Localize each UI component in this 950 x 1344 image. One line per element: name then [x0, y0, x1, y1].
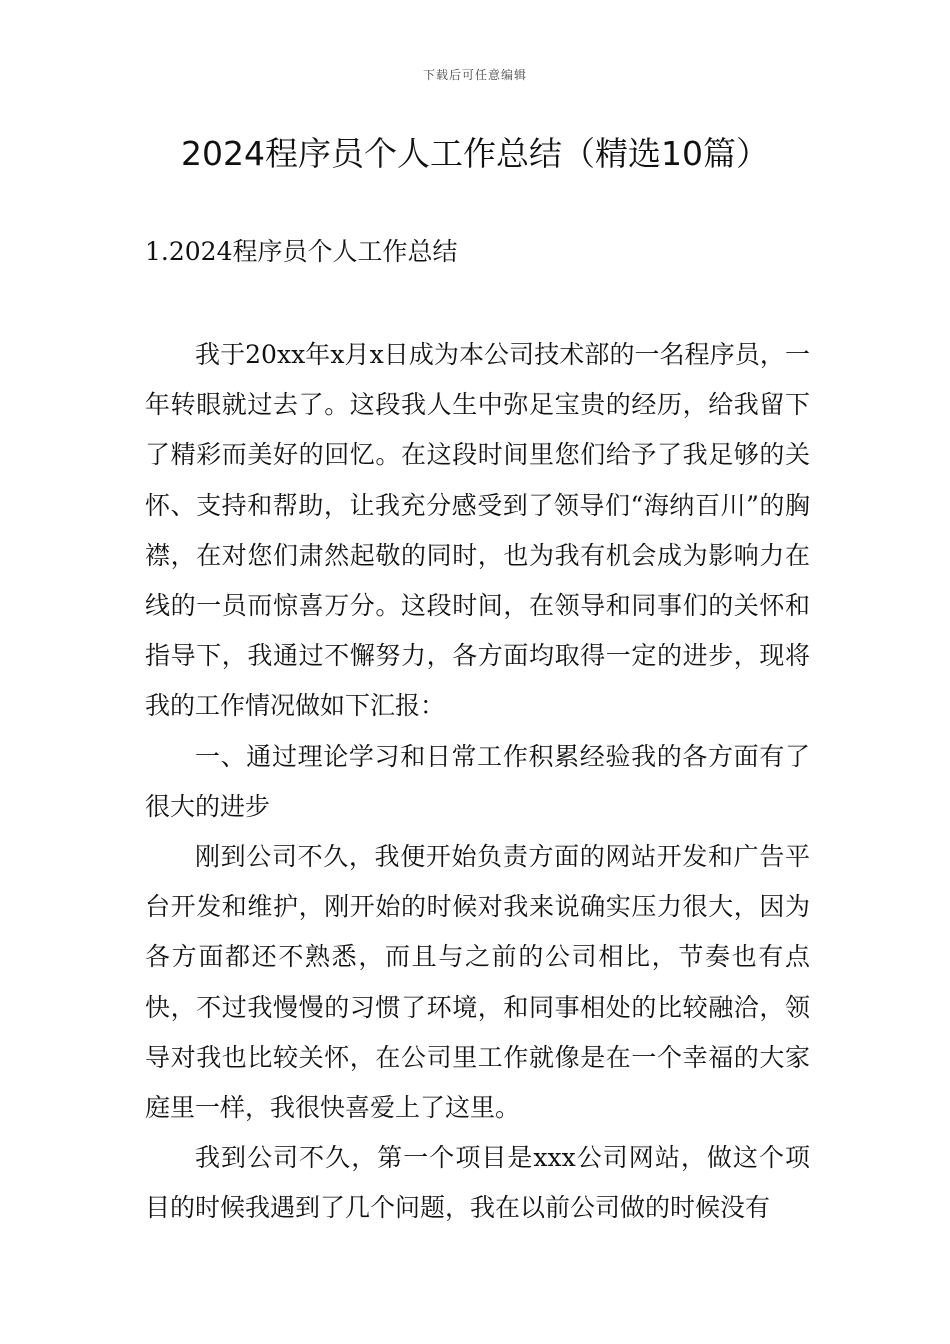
paragraph: 一、通过理论学习和日常工作积累经验我的各方面有了很大的进步 — [145, 741, 810, 821]
paragraph: 我于20xx年x月x日成为本公司技术部的一名程序员，一年转眼就过去了。这段我人生中弥足宝贵的经历，给我留下了精彩而美好的回忆。在这段时间里您们给予了我足够的关怀、支持和帮助，让我充分感受到了领导们“海纳百川”的胸襟，在对您们肃然起敬的同时，也为我有机会成为影响力在线的一员而惊喜万分。这段时间，在领导和同事们的关怀和指导下，我通过不懈努力，各方面均取得一定的进步，现将我的工作情况做如下汇报： — [145, 340, 810, 721]
header-note: 下载后可任意编辑 — [422, 68, 527, 82]
section-heading: 1.2024程序员个人工作总结 — [145, 237, 458, 266]
document-title: 2024程序员个人工作总结（精选10篇） — [181, 134, 769, 173]
paragraph: 刚到公司不久，我便开始负责方面的网站开发和广告平台开发和维护，刚开始的时候对我来说确实压力很大，因为各方面都还不熟悉，而且与之前的公司相比，节奏也有点快，不过我慢慢的习惯了环境，和同事相处的比较融洽，领导对我也比较关怀，在公司里工作就像是在一个幸福的大家庭里一样，我很快喜爱上了这里。 — [145, 842, 810, 1123]
body-text — [145, 330, 810, 1234]
paragraph: 我到公司不久，第一个项目是xxx公司网站，做这个项目的时候我遇到了几个问题，我在以前公司做的时候没有 — [145, 1143, 810, 1223]
